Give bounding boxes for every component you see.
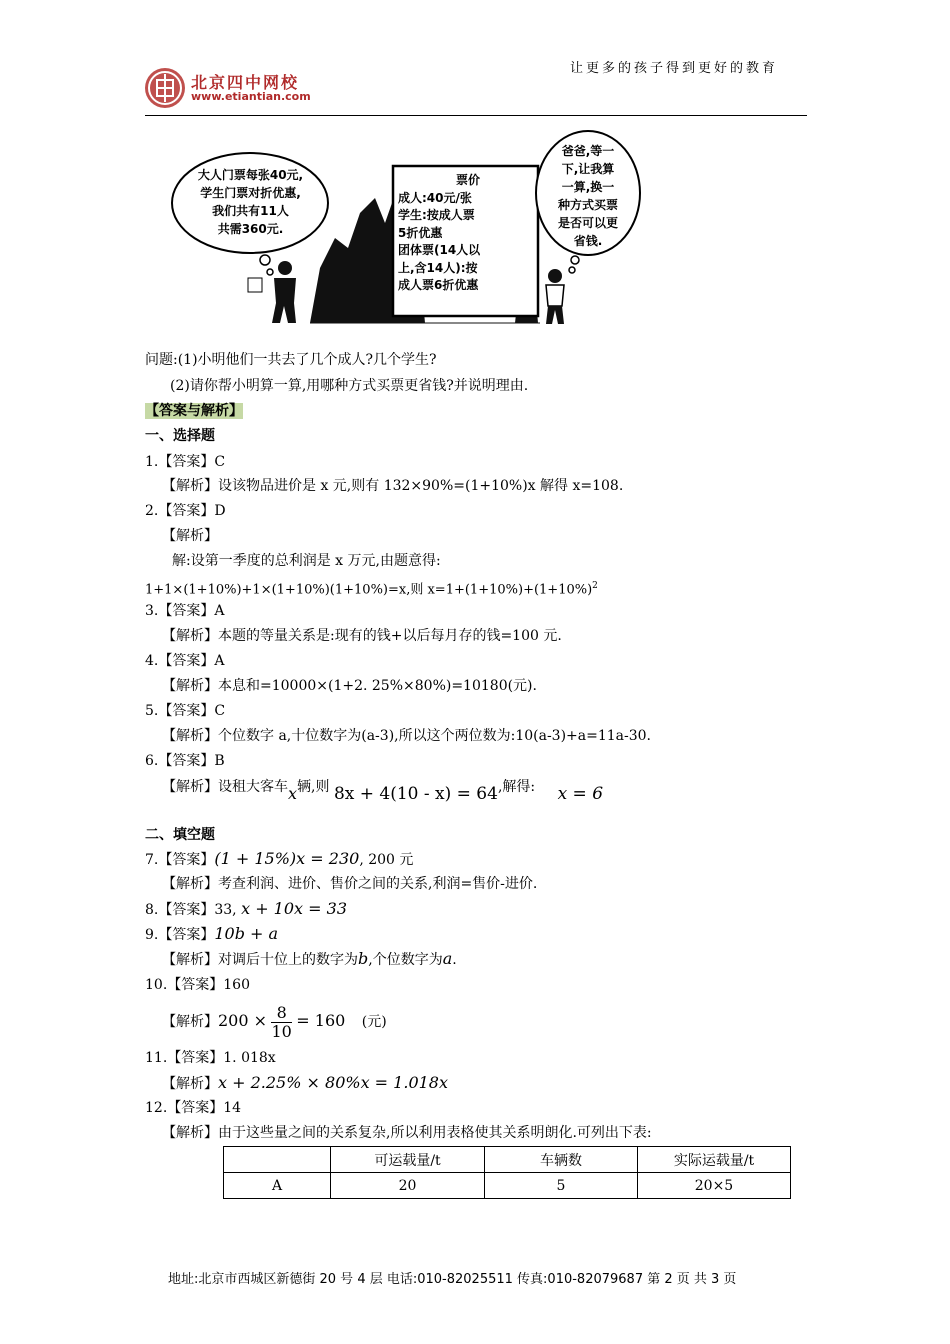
logo-emblem-icon: [145, 68, 185, 108]
page-footer: 地址:北京市西城区新德街 20 号 4 层 电话:010-82025511 传真:010-82079687 第 2 页 共 3 页: [168, 1272, 737, 1287]
answer-12: 12.【答案】14: [145, 1100, 242, 1116]
question-1: 问题:(1)小明他们一共去了几个成人?几个学生?: [145, 352, 437, 368]
price-board: 票价 成人:40元/张 学生:按成人票 5折优惠 团体票(14人以 上,含14人):按 成人票6折优惠: [398, 173, 481, 292]
answer-9: 9.【答案】10b + a: [145, 924, 279, 943]
answer-6: 6.【答案】B: [145, 753, 225, 769]
explanation-11: 【解析】x + 2.25% × 80%x = 1.018x: [162, 1073, 448, 1092]
table-row: [224, 1173, 791, 1199]
answer-7: 7.【答案】(1 + 15%)x = 230, 200 元: [145, 849, 414, 868]
explanation-10: 【解析】200 × $\frac{8}{10}$ = 160 (元): [162, 1002, 387, 1041]
ticket-illustration: [170, 128, 650, 338]
table-cell: 车辆数: [485, 1147, 638, 1173]
explanation-6: 【解析】设租大客车x辆,则 8x + 4(10 - x) = 64,解得: x = 6: [162, 779, 604, 804]
explanation-9: 【解析】对调后十位上的数字为b,个位数字为a.: [162, 949, 457, 968]
answer-11: 11.【答案】1. 018x: [145, 1050, 276, 1066]
father-speech: 大人门票每张40元, 学生门票对折优惠, 我们共有11人 共需360元.: [197, 168, 304, 236]
answer-4: 4.【答案】A: [145, 653, 225, 669]
table-cell: 可运载量/t: [331, 1147, 485, 1173]
explanation-2: 【解析】: [162, 528, 218, 544]
explanation-7: 【解析】考查利润、进价、售价之间的关系,利润=售价-进价.: [162, 876, 538, 892]
answer-1: 1.【答案】C: [145, 454, 226, 470]
answer-10: 10.【答案】160: [145, 977, 250, 993]
logo-url: www.etiantian.com: [191, 90, 311, 103]
data-table: [223, 1146, 791, 1199]
explanation-12: 【解析】由于这些量之间的关系复杂,所以利用表格使其关系明朗化.可列出下表:: [162, 1125, 652, 1141]
child-speech: 爸爸,等一 下,让我算 一算,换一 种方式买票 是否可以更 省钱.: [557, 144, 618, 248]
answer-8: 8.【答案】33, x + 10x = 33: [145, 899, 347, 918]
table-header-row: [224, 1147, 791, 1173]
table-cell: [224, 1147, 331, 1173]
header-slogan: 让更多的孩子得到更好的教育: [570, 61, 779, 76]
table-cell: 20×5: [638, 1173, 791, 1199]
table-cell: 实际运载量/t: [638, 1147, 791, 1173]
answer-3: 3.【答案】A: [145, 603, 225, 619]
answer-2: 2.【答案】D: [145, 503, 226, 519]
logo-name: 北京四中网校: [191, 73, 300, 92]
table-cell: 5: [485, 1173, 638, 1199]
explanation-5: 【解析】个位数字 a,十位数字为(a-3),所以这个两位数为:10(a-3)+a=11a-30.: [162, 728, 652, 744]
table-cell: 20: [331, 1173, 485, 1199]
explanation-3: 【解析】本题的等量关系是:现有的钱+以后每月存的钱=100 元.: [162, 628, 562, 644]
explanation-4: 【解析】本息和=10000×(1+2. 25%×80%)=10180(元).: [162, 678, 537, 694]
section-choice-title: 一、选择题: [145, 428, 215, 444]
explanation-2-solution: 解:设第一季度的总利润是 x 万元,由题意得:: [172, 553, 441, 569]
answer-5: 5.【答案】C: [145, 703, 226, 719]
explanation-2-equation: 1+1×(1+10%)+1×(1+10%)(1+10%)=x,则 $x=1+(1+10\%)+(1+10\%)^2$: [145, 581, 598, 598]
answer-heading: 【答案与解析】: [145, 403, 243, 419]
table-cell: A: [224, 1173, 331, 1199]
section-fill-title: 二、填空题: [145, 827, 215, 843]
explanation-1: 【解析】设该物品进价是 x 元,则有 132×90%=(1+10%)x 解得 x=108.: [162, 478, 624, 494]
fraction: $\frac{8}{10}$: [271, 1002, 292, 1041]
question-2: (2)请你帮小明算一算,用哪种方式买票更省钱?并说明理由.: [170, 378, 529, 394]
header-divider: [145, 115, 807, 116]
